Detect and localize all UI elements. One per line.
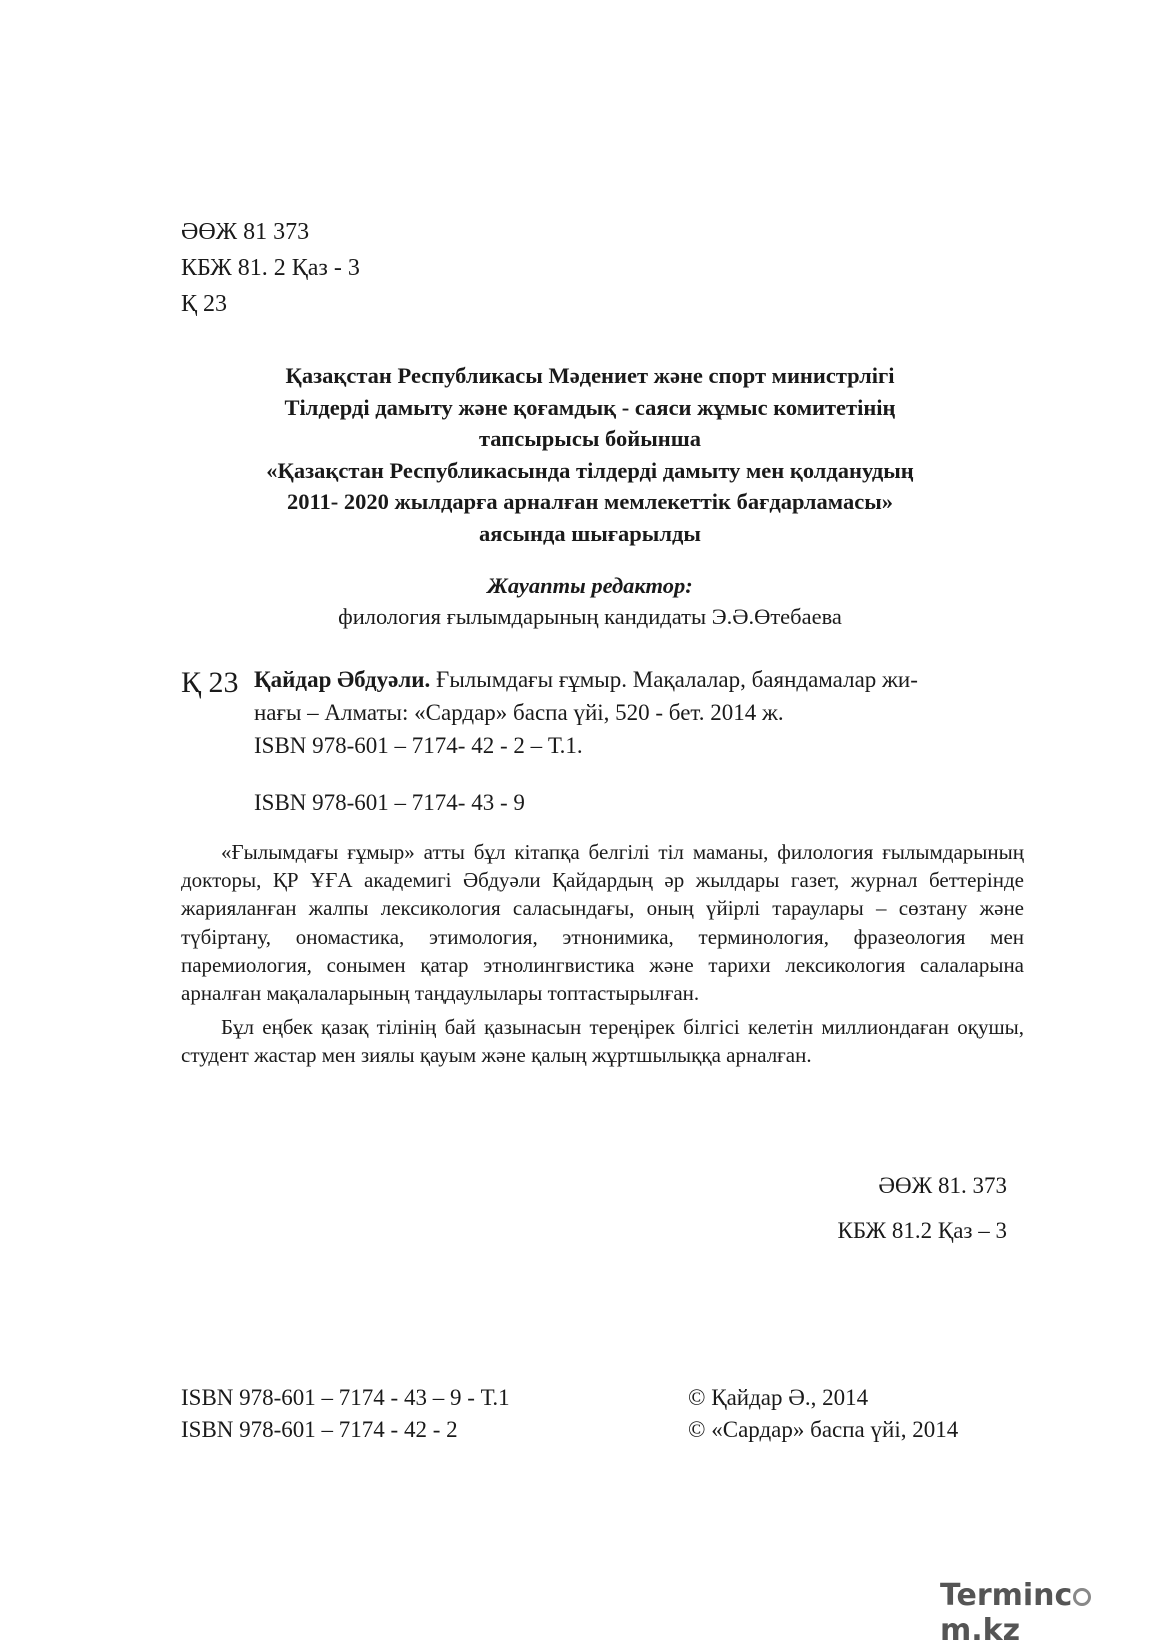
magnifier-icon [1073,1588,1091,1606]
heading-line: Тілдерді дамыту және қоғамдық - саяси жұмыс комитетінің [284,394,896,420]
lbc-code: КБЖ 81. 2 Қаз - 3 [181,255,360,281]
heading-line: Қазақстан Республикасы Мәдениет және спорт министрлігі [285,363,895,388]
classification-codes-bottom [838,1163,1007,1253]
entry-author-mark: Қ 23 [181,666,239,699]
copyright-line: © Қайдар Ә., 2014 [688,1385,869,1410]
responsible-editor [170,570,1010,632]
annotation [181,838,1024,1070]
watermark-text-end: m.kz [940,1613,1021,1648]
copyright-line: © «Сардар» баспа үйі, 2014 [688,1417,959,1442]
entry-isbn-second: ISBN 978-601 – 7174- 43 - 9 [254,790,525,815]
entry-line-2: нағы – Алматы: «Сардар» баспа үйі, 520 - бет. 2014 ж. [254,700,784,725]
annotation-paragraph: Бұл еңбек қазақ тілінің бай қазынасын тереңірек білгісі келетін миллиондаған оқушы, студент жастар мен зиялы қауым және қалың жұртшылыққа арналған. [181,1015,1024,1068]
heading-line: аясында шығарылды [479,520,701,546]
footer-isbn: ISBN 978-601 – 7174 - 43 – 9 - Т.1 [181,1385,510,1410]
heading-line: «Қазақстан Республикасында тілдерді дамыту мен қолданудың [266,457,914,483]
site-watermark [940,1578,1158,1648]
bibliographic-entry [254,663,1024,762]
footer-copyright-list [688,1382,958,1446]
classification-codes-top [181,214,360,322]
entry-title: Ғылымдағы ғұмыр. Мақалалар, баяндамалар жи- [430,667,918,692]
entry-isbn: ISBN 978-601 – 7174- 42 - 2 – Т.1. [254,733,583,758]
lbc-code-bottom: КБЖ 81.2 Қаз – 3 [837,1218,1007,1243]
annotation-paragraph: «Ғылымдағы ғұмыр» атты бұл кітапқа белгілі тіл маманы, филология ғылымдарының докторы, ҚР ҰҒА академигі Әбдуәли Қайдардың әр жылдары газет, журнал беттерінде жарияланған жалпы лексикология саласындағы, оның үйірлі тараулары – сөзтану және түбіртану, ономастика, этимология, этнонимика, терминология, фразеология мен паремиология, сонымен қатар этнолингвистика және тарихи лексикология салаларына арналған мақалаларының таңдаулылары топтастырылған. [181,840,1024,1006]
heading-line: тапсырысы бойынша [478,426,701,451]
publication-sponsor-heading [170,360,1010,549]
entry-line-1 [254,663,1024,696]
footer-isbn: ISBN 978-601 – 7174 - 42 - 2 [181,1417,458,1442]
udc-code-bottom: ӘӨЖ 81. 373 [878,1173,1007,1198]
editor-name: филология ғылымдарының кандидаты Э.Ә.Өтебаева [338,604,842,629]
udc-code: ӘӨЖ 81 373 [181,219,310,245]
heading-line: 2011- 2020 жылдарға арналған мемлекеттік бағдарламасы» [286,489,894,514]
footer-isbn-list [181,1382,510,1446]
watermark-text-start: Terminc [940,1578,1073,1613]
entry-author: Қайдар Әбдуәли. [254,667,431,692]
author-mark: Қ 23 [181,291,228,317]
editor-label: Жауапты редактор: [487,573,693,598]
